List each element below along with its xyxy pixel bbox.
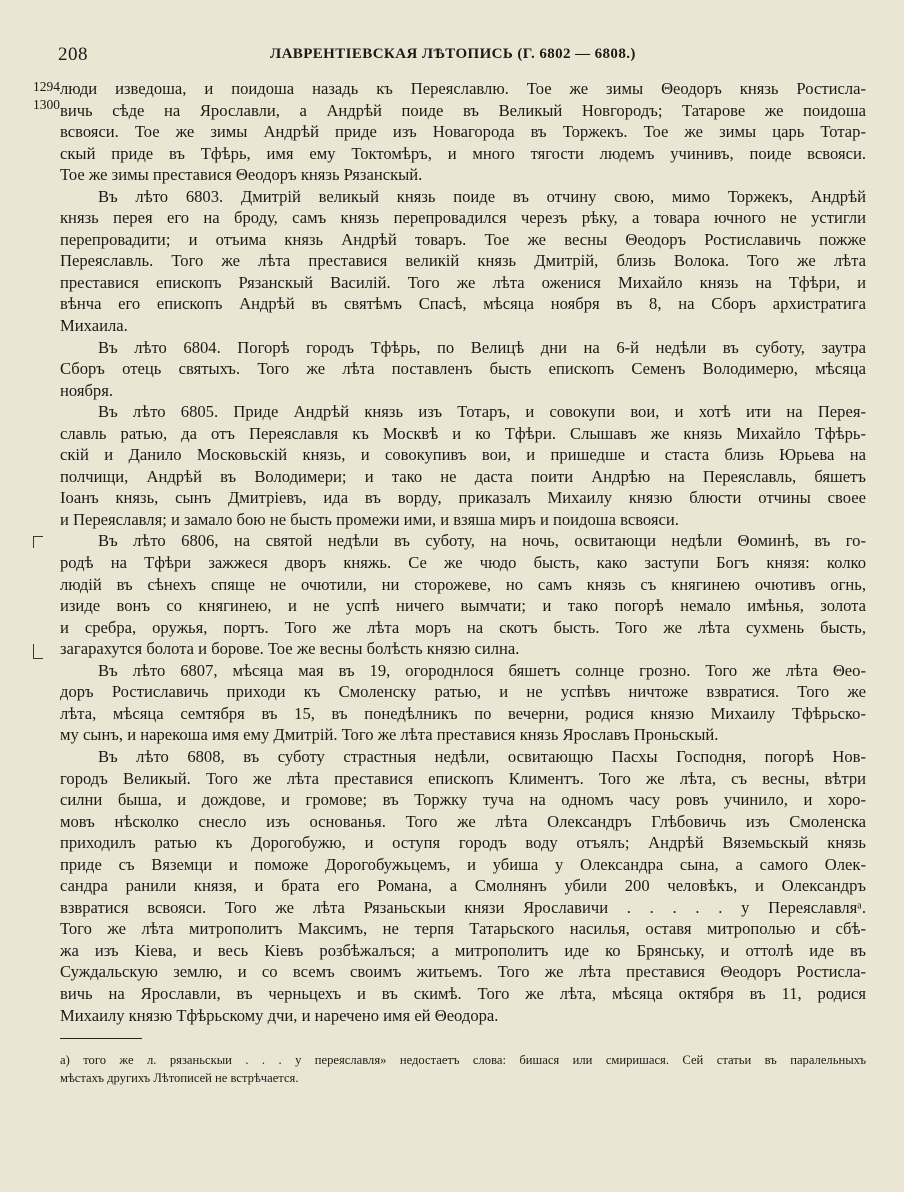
text-line: и Переяславля; и замало бою не бысть промежи ими, и взяша миръ и поидоша всвояси. (60, 509, 679, 529)
margin-bracket-top (33, 536, 44, 548)
text-line: жа изъ Кіева, и весь Кіевъ розбѣжалъся; а митрополитъ иде ко Брянську, и оттолѣ иде въ (60, 940, 866, 960)
footnote-line: мѣстахъ другихъ Лѣтописей не встрѣчается. (60, 1071, 299, 1085)
entry-6804-start: Въ лѣто 6804. Погорѣ городъ Тфѣрь, по Велицѣ дни на 6-й недѣли въ суботу, заутра (98, 337, 866, 357)
text-line: Михаилу князю Тфѣрьскому дчи, и наречено имя ей Θеодора. (60, 1005, 499, 1025)
text-line: родѣ на Тфѣри зажжеся дворъ княжь. Се же чюдо бысть, како заступи Богъ князя: колко (60, 553, 866, 573)
text-line: славль ратью, да отъ Переяславля къ Москвѣ и ко Тфѣри. Слышавъ же князь Михайло Тфѣрь- (60, 423, 866, 443)
text-line: Тое же зимы преставися Θеодоръ князь Рязанскый. (60, 165, 423, 185)
text-line: вичь сѣде на Ярославли, а Андрѣй поиде въ Великый Новгородъ; Татарове же поидоша (60, 100, 866, 120)
text-line: Сборъ отець святыхъ. Того же лѣта поставленъ бысть епископъ Семенъ Володимерю, мѣсяца (60, 359, 866, 379)
text-line: загарахутся болота и борове. Тое же весны болѣсть князю силна. (60, 639, 520, 659)
text-line: доръ Ростиславичь приходи къ Смоленску ратью, и не успѣвъ ничтоже взвратися. Того же (60, 682, 866, 702)
text-line: Іоанъ князь, сынъ Дмитріевъ, ида въ вордy, приказалъ Михаилу князю блюсти отчины своее (60, 488, 866, 508)
text-line: люди изведоша, и поидоша назадь къ Переяславлю. Тое же зимы Θеодоръ князь Ростисла- (60, 79, 866, 98)
margin-bracket-bottom (33, 644, 44, 658)
text-line: му сынъ, и нарекоша имя ему Дмитрій. Того же лѣта преставися князь Ярославъ Проньскый. (60, 725, 719, 745)
text-line: Михаила. (60, 316, 128, 336)
page-number: 208 (58, 44, 88, 65)
entry-6803-start: Въ лѣто 6803. Дмитрій великый князь поиде въ отчину свою, мимо Торжекъ, Андрѣй (98, 186, 866, 206)
text-line: приходилъ ратью къ Дорогобужю, и оступя городъ воду отъялъ; Андрѣй Вяземьскый князь (60, 833, 866, 853)
text-line: скый приде въ Тфѣрь, имя ему Токтомѣръ, и много тягости людемъ учинивъ, поиде всвояси. (60, 143, 866, 163)
entry-6808-start: Въ лѣто 6808, въ суботу страстныя недѣли, освитающю Пасхы Господня, погорѣ Нов- (98, 746, 866, 766)
text-line: лѣта, мѣсяца семтября въ 15, въ понедѣлникъ по вечерни, родися князю Михаилу Тфѣрьско- (60, 703, 866, 723)
text-line: Того же лѣта митрополитъ Максимъ, не терпя Татарьского насилья, оставя митрополью и сбѣ- (60, 919, 866, 939)
margin-year-1294: 1294 (33, 79, 60, 94)
text-line: городъ Великый. Того же лѣта преставися епископъ Климентъ. Того же лѣта, съ весны, вѣтри (60, 768, 866, 788)
text-line: взвратися всвояси. Того же лѣта Рязаньскыи князи Ярославичи . . . . . у Переяславляᵃ. (60, 897, 866, 917)
text-line: вѣнча его епископъ Андрѣй въ святѣмъ Спасѣ, мѣсяца ноября въ 8, на Сборъ архистратига (60, 294, 866, 314)
text-line: изиде вонъ со княгинею, и не успѣ ничего вымчати; и тако погорѣ немало имѣнья, золота (60, 596, 866, 616)
chronicle-text (60, 78, 866, 1026)
entry-6807-start: Въ лѣто 6807, мѣсяца мая въ 19, огороднлося бяшетъ солнце грозно. Того же лѣта Θео- (98, 660, 866, 680)
text-line: скій и Данило Московьскій князь, и совокупивъ вои, и пришедше и стаста близь Юрьева на (60, 445, 866, 465)
footnote-line: а) того же л. рязаньскыи . . . у переяславля» недостаетъ слова: бишася или смиришася. Сей статьи въ паралельныхъ (60, 1053, 866, 1067)
text-line: и сребра, оружья, портъ. Того же лѣта моръ на скотъ бысть. Того же лѣта сухмень бысть, (60, 617, 866, 637)
text-line: Суждальскую землю, и со всемъ своимъ житьемъ. Того же лѣта преставися Θеодоръ Ростисла- (60, 962, 866, 982)
text-line: преставися епископъ Рязанскый Василій. Того же лѣта оженися Михайло князь на Тфѣри, и (60, 272, 866, 292)
footnote-divider (60, 1038, 142, 1039)
entry-6805-start: Въ лѣто 6805. Приде Андрѣй князь изъ Тотаръ, и совокупи вои, и хотѣ ити на Перея- (98, 402, 866, 422)
running-title: ЛАВРЕНТІЕВСКАЯ ЛѢТОПИСЬ (Г. 6802 — 6808.) (270, 46, 636, 62)
text-line: князь перея его на броду, самъ князь перепровадился черезъ рѣку, а товара ючного не устигли (60, 208, 866, 228)
margin-year-1300: 1300 (33, 97, 60, 112)
text-line: всвояси. Тое же зимы Андрѣй приде изъ Новагорода въ Торжекъ. Тое же зимы царь Тотар- (60, 122, 866, 142)
text-line: людій въ сѣнехъ спяще не очютили, ни сторожеве, но самъ князь съ княгинею очютивъ огнь, (60, 574, 866, 594)
text-line: силни быша, и дождове, и громове; въ Торжку туча на одномъ часу ровъ учинило, и хоро- (60, 790, 866, 810)
footnote (60, 1051, 866, 1087)
entry-6806-start: Въ лѣто 6806, на святой недѣли въ суботу, на ночь, освитающи недѣли Θоминѣ, въ го- (98, 531, 866, 551)
margin-mark-bottom (33, 658, 43, 659)
text-line: приде съ Вяземци и поможе Дорогобужьцемъ, и убиша у Олександра сына, а самого Олек- (60, 854, 866, 874)
text-line: мовъ нѣсколко снесло изъ основанья. Того же лѣта Олександръ Глѣбовичь изъ Смоленска (60, 811, 866, 831)
text-line: Переяславль. Того же лѣта преставися великій князь Дмитрій, близь Волока. Того же лѣта (60, 251, 866, 271)
text-line: сандра ранили князя, и брата его Романа, а Смолнянъ убили 200 человѣкъ, и Олександръ (60, 876, 866, 896)
text-line: перепровадити; и отъима князь Андрѣй товаръ. Тое же весны Θеодоръ Ростиславичь пожже (60, 229, 866, 249)
text-line: вичь на Ярославли, въ черньцехъ и въ скимѣ. Того же лѣта, мѣсяца октября въ 11, родися (60, 983, 866, 1003)
text-line: ноября. (60, 380, 114, 400)
text-line: полчищи, Андрѣй въ Володимери; и тако не даста поити Андрѣю на Переяславль, бяшетъ (60, 466, 866, 486)
